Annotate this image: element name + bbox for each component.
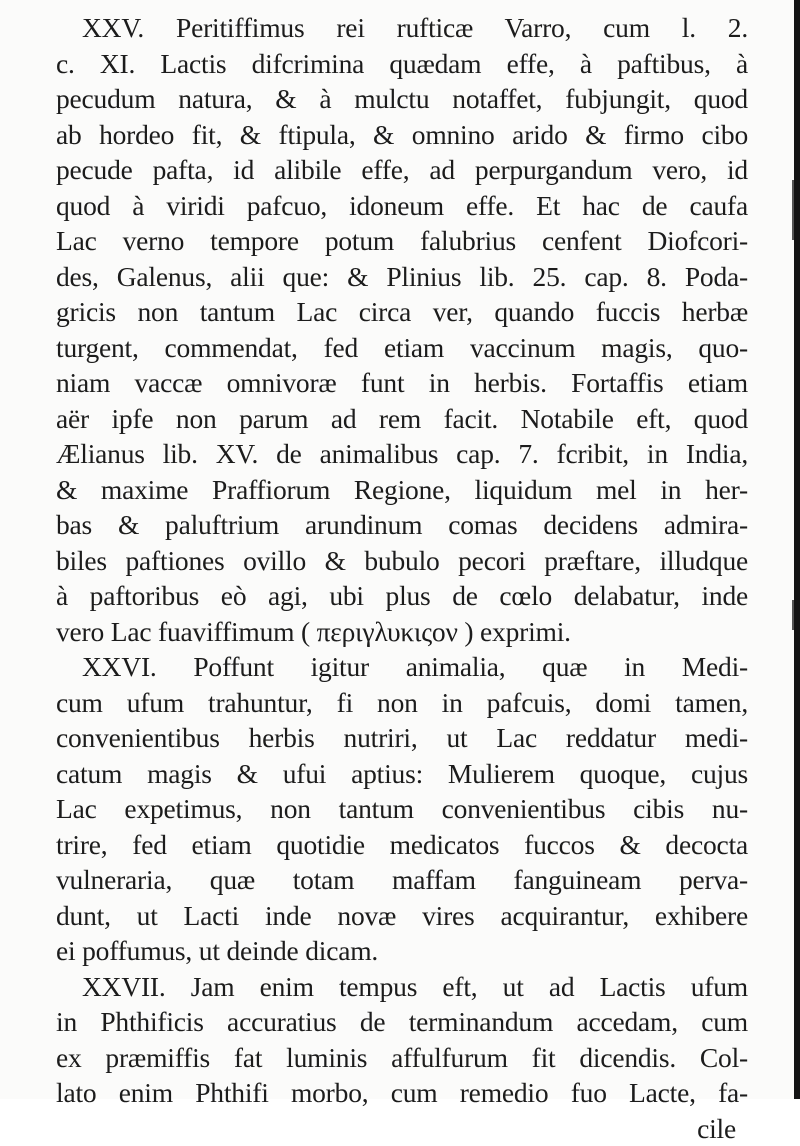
text-line: catum magis & ufui aptius: Mulierem quoque, cujus [56, 756, 748, 792]
text-line: c. XI. Lactis difcrimina quædam effe, à paftibus, à [56, 46, 748, 82]
page-edge-mark [792, 180, 794, 240]
text-line: & maxime Praffiorum Regione, liquidum mel in her- [56, 472, 748, 508]
text-line: dunt, ut Lacti inde novæ vires acquirantur, exhibere [56, 898, 748, 934]
latin-text-block [56, 10, 748, 1146]
page-edge-mark [792, 600, 794, 630]
text-line: des, Galenus, alii que: & Plinius lib. 25. cap. 8. Poda- [56, 259, 748, 295]
text-line: ex præmiffis fat luminis affulfurum fit dicendis. Col- [56, 1040, 748, 1076]
text-line: in Phthificis accuratius de terminandum accedam, cum [56, 1004, 748, 1040]
catchword: cile [56, 1111, 748, 1146]
text-line: XXV. Peritiffimus rei rufticæ Varro, cum l. 2. [56, 10, 748, 46]
text-line: ei poffumus, ut deinde dicam. [56, 933, 748, 969]
text-line: lato enim Phthifi morbo, cum remedio fuo Lacte, fa- [56, 1075, 748, 1111]
text-line: quod à viridi pafcuo, idoneum effe. Et hac de caufa [56, 188, 748, 224]
text-line: gricis non tantum Lac circa ver, quando fuccis herbæ [56, 294, 748, 330]
text-line: vero Lac fuaviffimum ( περιγλυκιςον ) exprimi. [56, 614, 748, 650]
text-line: XXVII. Jam enim tempus eft, ut ad Lactis ufum [56, 969, 748, 1005]
text-line: turgent, commendat, fed etiam vaccinum magis, quo- [56, 330, 748, 366]
text-line: Lac verno tempore potum falubrius cenfent Diofcori- [56, 223, 748, 259]
text-line: niam vaccæ omnivoræ funt in herbis. Fortaffis etiam [56, 365, 748, 401]
text-line: Lac expetimus, non tantum convenientibus cibis nu- [56, 791, 748, 827]
text-line: pecudum natura, & à mulctu notaffet, fubjungit, quod [56, 81, 748, 117]
text-line: vulneraria, quæ totam maffam fanguineam perva- [56, 862, 748, 898]
text-line: ab hordeo fit, & ftipula, & omnino arido & firmo cibo [56, 117, 748, 153]
text-line: Ælianus lib. XV. de animalibus cap. 7. fcribit, in India, [56, 436, 748, 472]
text-line: convenientibus herbis nutriri, ut Lac reddatur medi- [56, 720, 748, 756]
text-line: pecude pafta, id alibile effe, ad perpurgandum vero, id [56, 152, 748, 188]
text-line: trire, fed etiam quotidie medicatos fuccos & decocta [56, 827, 748, 863]
text-line: biles paftiones ovillo & bubulo pecori præftare, illudque [56, 543, 748, 579]
text-line: à paftoribus eò agi, ubi plus de cœlo delabatur, inde [56, 578, 748, 614]
text-line: bas & paluftrium arundinum comas decidens admira- [56, 507, 748, 543]
text-line: aër ipfe non parum ad rem facit. Notabile eft, quod [56, 401, 748, 437]
text-line: XXVI. Poffunt igitur animalia, quæ in Medi- [56, 649, 748, 685]
text-line: cum ufum trahuntur, fi non in pafcuis, domi tamen, [56, 685, 748, 721]
